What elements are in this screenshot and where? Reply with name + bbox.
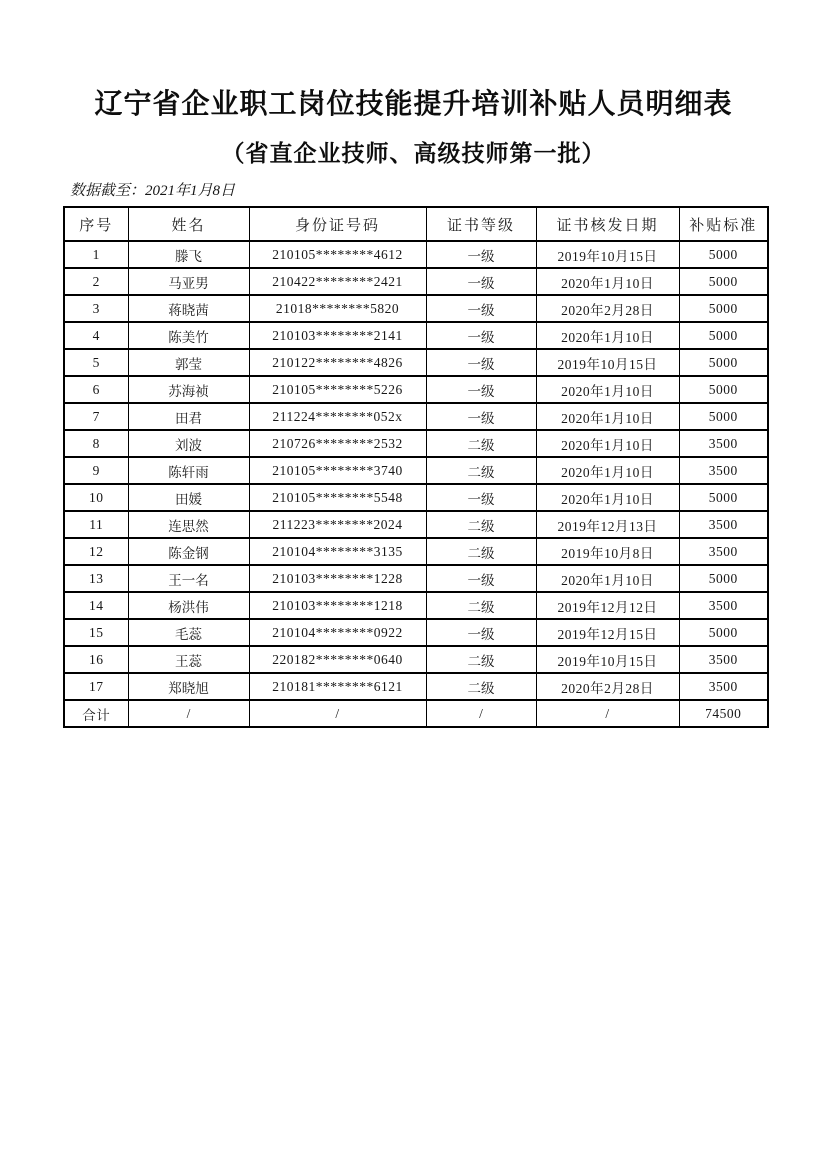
cell-issue-date: 2020年1月10日 [536, 484, 679, 511]
cell-id-number: 210103********1228 [249, 565, 426, 592]
column-header-cert-level: 证书等级 [426, 207, 536, 241]
cell-issue-date: 2020年1月10日 [536, 565, 679, 592]
cell-serial: 9 [64, 457, 128, 484]
cell-id-number: 210726********2532 [249, 430, 426, 457]
cell-serial: 12 [64, 538, 128, 565]
table-row [64, 619, 768, 646]
cell-issue-date: 2019年12月15日 [536, 619, 679, 646]
total-cell-name: / [128, 700, 249, 727]
cell-subsidy: 5000 [679, 484, 768, 511]
cell-serial: 16 [64, 646, 128, 673]
cell-subsidy: 3500 [679, 457, 768, 484]
table-row [64, 430, 768, 457]
cell-id-number: 210105********5548 [249, 484, 426, 511]
cell-name: 杨洪伟 [128, 592, 249, 619]
cell-serial: 3 [64, 295, 128, 322]
cell-id-number: 210104********0922 [249, 619, 426, 646]
cell-cert-level: 一级 [426, 295, 536, 322]
cell-cert-level: 一级 [426, 484, 536, 511]
cell-name: 田君 [128, 403, 249, 430]
total-cell-issue-date: / [536, 700, 679, 727]
cell-serial: 15 [64, 619, 128, 646]
cell-issue-date: 2020年1月10日 [536, 376, 679, 403]
cell-cert-level: 二级 [426, 430, 536, 457]
cell-subsidy: 5000 [679, 241, 768, 268]
cell-issue-date: 2020年2月28日 [536, 295, 679, 322]
cell-id-number: 210105********4612 [249, 241, 426, 268]
table-row [64, 646, 768, 673]
cell-name: 王一名 [128, 565, 249, 592]
cell-id-number: 21018********5820 [249, 295, 426, 322]
cell-subsidy: 5000 [679, 619, 768, 646]
cell-cert-level: 一级 [426, 268, 536, 295]
cell-subsidy: 3500 [679, 646, 768, 673]
page-title: 辽宁省企业职工岗位技能提升培训补贴人员明细表 [94, 89, 733, 120]
table-header-row [64, 207, 768, 241]
cell-name: 刘波 [128, 430, 249, 457]
cell-cert-level: 一级 [426, 322, 536, 349]
table-row [64, 403, 768, 430]
table-row [64, 565, 768, 592]
cell-id-number: 210122********4826 [249, 349, 426, 376]
cell-name: 蒋晓茜 [128, 295, 249, 322]
cell-subsidy: 5000 [679, 322, 768, 349]
table-row [64, 376, 768, 403]
column-header-issue-date: 证书核发日期 [536, 207, 679, 241]
total-cell-subsidy: 74500 [679, 700, 768, 727]
cell-issue-date: 2019年12月13日 [536, 511, 679, 538]
cell-issue-date: 2019年10月8日 [536, 538, 679, 565]
cell-subsidy: 5000 [679, 565, 768, 592]
table-row [64, 673, 768, 700]
cell-subsidy: 3500 [679, 673, 768, 700]
total-cell-serial: 合计 [64, 700, 128, 727]
cell-cert-level: 二级 [426, 457, 536, 484]
cell-id-number: 210422********2421 [249, 268, 426, 295]
column-header-serial: 序号 [64, 207, 128, 241]
cell-issue-date: 2019年10月15日 [536, 646, 679, 673]
cell-serial: 13 [64, 565, 128, 592]
cell-serial: 6 [64, 376, 128, 403]
cell-cert-level: 二级 [426, 646, 536, 673]
cell-id-number: 220182********0640 [249, 646, 426, 673]
cell-serial: 14 [64, 592, 128, 619]
subsidy-table [63, 206, 769, 728]
cell-name: 陈轩雨 [128, 457, 249, 484]
cell-subsidy: 5000 [679, 268, 768, 295]
cell-serial: 4 [64, 322, 128, 349]
cell-cert-level: 一级 [426, 349, 536, 376]
cell-id-number: 210103********2141 [249, 322, 426, 349]
cell-issue-date: 2020年1月10日 [536, 457, 679, 484]
total-row [64, 700, 768, 727]
total-cell-cert-level: / [426, 700, 536, 727]
table-row [64, 268, 768, 295]
table-row [64, 322, 768, 349]
cell-cert-level: 二级 [426, 673, 536, 700]
cell-id-number: 210105********3740 [249, 457, 426, 484]
cell-issue-date: 2019年12月12日 [536, 592, 679, 619]
table-row [64, 484, 768, 511]
column-header-name: 姓名 [128, 207, 249, 241]
cell-issue-date: 2020年1月10日 [536, 268, 679, 295]
cell-serial: 1 [64, 241, 128, 268]
cell-name: 王蕊 [128, 646, 249, 673]
table-row [64, 457, 768, 484]
cell-serial: 17 [64, 673, 128, 700]
cell-cert-level: 一级 [426, 403, 536, 430]
cell-serial: 10 [64, 484, 128, 511]
cell-name: 连思然 [128, 511, 249, 538]
table-row [64, 511, 768, 538]
table-body [64, 241, 768, 727]
cell-cert-level: 一级 [426, 241, 536, 268]
cell-cert-level: 一级 [426, 376, 536, 403]
cell-issue-date: 2020年1月10日 [536, 322, 679, 349]
cell-subsidy: 5000 [679, 349, 768, 376]
cell-issue-date: 2020年1月10日 [536, 403, 679, 430]
cell-name: 滕飞 [128, 241, 249, 268]
cell-cert-level: 一级 [426, 619, 536, 646]
cell-cert-level: 一级 [426, 565, 536, 592]
cell-cert-level: 二级 [426, 538, 536, 565]
cell-subsidy: 5000 [679, 403, 768, 430]
cell-name: 毛蕊 [128, 619, 249, 646]
table-row [64, 538, 768, 565]
cell-name: 马亚男 [128, 268, 249, 295]
cell-name: 陈金钢 [128, 538, 249, 565]
cell-id-number: 210104********3135 [249, 538, 426, 565]
cell-cert-level: 二级 [426, 592, 536, 619]
cell-cert-level: 二级 [426, 511, 536, 538]
cell-subsidy: 3500 [679, 430, 768, 457]
cell-name: 陈美竹 [128, 322, 249, 349]
cell-name: 郭莹 [128, 349, 249, 376]
table-row [64, 295, 768, 322]
cell-id-number: 211224********052x [249, 403, 426, 430]
column-header-id-number: 身份证号码 [249, 207, 426, 241]
cell-id-number: 210105********5226 [249, 376, 426, 403]
cell-serial: 5 [64, 349, 128, 376]
cell-name: 苏海祯 [128, 376, 249, 403]
cell-name: 田媛 [128, 484, 249, 511]
cell-issue-date: 2020年1月10日 [536, 430, 679, 457]
cell-subsidy: 3500 [679, 592, 768, 619]
cell-issue-date: 2019年10月15日 [536, 241, 679, 268]
data-cutoff-note: 数据截至：2021年1月8日 [70, 183, 236, 199]
cell-issue-date: 2019年10月15日 [536, 349, 679, 376]
cell-serial: 7 [64, 403, 128, 430]
cell-issue-date: 2020年2月28日 [536, 673, 679, 700]
table-row [64, 349, 768, 376]
column-header-subsidy: 补贴标准 [679, 207, 768, 241]
page-subtitle: （省直企业技师、高级技师第一批） [221, 141, 606, 166]
cell-id-number: 210103********1218 [249, 592, 426, 619]
table-row [64, 592, 768, 619]
table-row [64, 241, 768, 268]
total-cell-id-number: / [249, 700, 426, 727]
cell-serial: 8 [64, 430, 128, 457]
cell-subsidy: 5000 [679, 295, 768, 322]
cell-id-number: 210181********6121 [249, 673, 426, 700]
cell-serial: 11 [64, 511, 128, 538]
cell-subsidy: 3500 [679, 511, 768, 538]
cell-id-number: 211223********2024 [249, 511, 426, 538]
cell-serial: 2 [64, 268, 128, 295]
cell-subsidy: 3500 [679, 538, 768, 565]
cell-subsidy: 5000 [679, 376, 768, 403]
cell-name: 郑晓旭 [128, 673, 249, 700]
